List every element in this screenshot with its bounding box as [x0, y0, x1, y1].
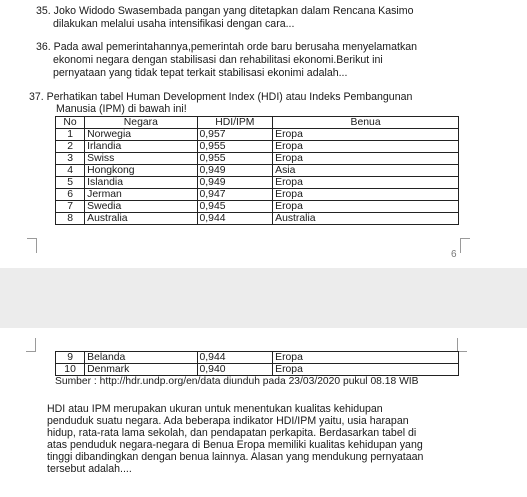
cell-no: 3 — [56, 153, 85, 165]
question-37-line-2: Manusia (IPM) di bawah ini! — [56, 103, 187, 115]
cell-country: Hongkong — [85, 165, 197, 177]
cell-no: 8 — [56, 213, 85, 225]
paragraph-line: atas penduduk negara-negara di Benua Eropa memiliki kualitas kehidupan yang — [47, 439, 423, 451]
cell-no: 1 — [56, 129, 85, 141]
table-row — [56, 352, 459, 364]
question-36-line-3: pernyataan yang tidak tepat terkait stabilisasi ekonimi adalah... — [53, 67, 348, 79]
cell-country: Denmark — [85, 364, 197, 376]
table-row — [56, 177, 459, 189]
question-36-line-2: ekonomi negara dengan stabilisasi dan rehabilitasi ekonomi.Berikut ini — [53, 54, 383, 66]
hdi-table — [55, 116, 459, 225]
cell-hdi: 0,940 — [197, 364, 273, 376]
table-header-row — [56, 117, 459, 129]
question-37-line-1: 37. Perhatikan tabel Human Development Index (HDI) atau Indeks Pembangunan — [29, 91, 413, 103]
paragraph-line: tinggi dibandingkan dengan benua lainnya. Alasan yang mendukung pernyataan — [47, 451, 424, 463]
table-row — [56, 129, 459, 141]
paragraph-line: tersebut adalah.... — [47, 463, 132, 475]
cell-no: 5 — [56, 177, 85, 189]
cell-continent: Eropa — [273, 352, 459, 364]
table-row — [56, 189, 459, 201]
header-benua: Benua — [273, 117, 459, 129]
cell-continent: Eropa — [273, 141, 459, 153]
table-row — [56, 153, 459, 165]
page-gap — [0, 268, 527, 328]
page-number: 6 — [451, 249, 457, 260]
cell-no: 6 — [56, 189, 85, 201]
cell-continent: Eropa — [273, 189, 459, 201]
table-row — [56, 213, 459, 225]
cell-hdi: 0,945 — [197, 201, 273, 213]
document-page-2 — [0, 328, 527, 497]
table-row — [56, 141, 459, 153]
cell-continent: Australia — [273, 213, 459, 225]
question-35-line-2: dilakukan melalui usaha intensifikasi dengan cara... — [53, 18, 295, 30]
cell-no: 10 — [56, 364, 85, 376]
paragraph-line: penduduk suatu negara. Ada beberapa indikator HDI/IPM yaitu, usia harapan — [47, 415, 409, 427]
cell-country: Irlandia — [85, 141, 197, 153]
margin-corner-mark — [27, 238, 37, 253]
cell-hdi: 0,955 — [197, 141, 273, 153]
cell-no: 4 — [56, 165, 85, 177]
cell-country: Islandia — [85, 177, 197, 189]
cell-hdi: 0,947 — [197, 189, 273, 201]
cell-hdi: 0,957 — [197, 129, 273, 141]
cell-continent: Eropa — [273, 129, 459, 141]
cell-hdi: 0,944 — [197, 352, 273, 364]
table-row — [56, 165, 459, 177]
question-36-line-1: 36. Pada awal pemerintahannya,pemerintah orde baru berusaha menyelamatkan — [36, 41, 418, 53]
margin-corner-mark — [26, 338, 36, 352]
cell-country: Swedia — [85, 201, 197, 213]
paragraph-line: HDI atau IPM merupakan ukuran untuk menentukan kualitas kehidupan — [47, 403, 383, 415]
cell-hdi: 0,949 — [197, 165, 273, 177]
table-row — [56, 364, 459, 376]
question-35-line-1: 35. Joko Widodo Swasembada pangan yang ditetapkan dalam Rencana Kasimo — [36, 5, 414, 17]
cell-hdi: 0,949 — [197, 177, 273, 189]
cell-continent: Eropa — [273, 153, 459, 165]
cell-country: Norwegia — [85, 129, 197, 141]
cell-continent: Asia — [273, 165, 459, 177]
table-source-note: Sumber : http://hdr.undp.org/en/data diunduh pada 23/03/2020 pukul 08.18 WIB — [55, 376, 419, 387]
header-hdi: HDI/IPM — [197, 117, 273, 129]
cell-country: Jerman — [85, 189, 197, 201]
cell-hdi: 0,944 — [197, 213, 273, 225]
cell-country: Belanda — [85, 352, 197, 364]
margin-corner-mark — [457, 338, 467, 352]
cell-country: Australia — [85, 213, 197, 225]
cell-continent: Eropa — [273, 364, 459, 376]
paragraph-line: hidup, rata-rata lama sekolah, dan pendapatan perkapita. Berdasarkan tabel di — [47, 427, 417, 439]
cell-no: 7 — [56, 201, 85, 213]
cell-continent: Eropa — [273, 177, 459, 189]
margin-corner-mark — [460, 238, 470, 253]
cell-continent: Eropa — [273, 201, 459, 213]
cell-hdi: 0,955 — [197, 153, 273, 165]
cell-no: 2 — [56, 141, 85, 153]
header-no: No — [56, 117, 85, 129]
table-row — [56, 201, 459, 213]
header-negara: Negara — [85, 117, 197, 129]
cell-no: 9 — [56, 352, 85, 364]
hdi-table-continued — [55, 351, 459, 376]
cell-country: Swiss — [85, 153, 197, 165]
